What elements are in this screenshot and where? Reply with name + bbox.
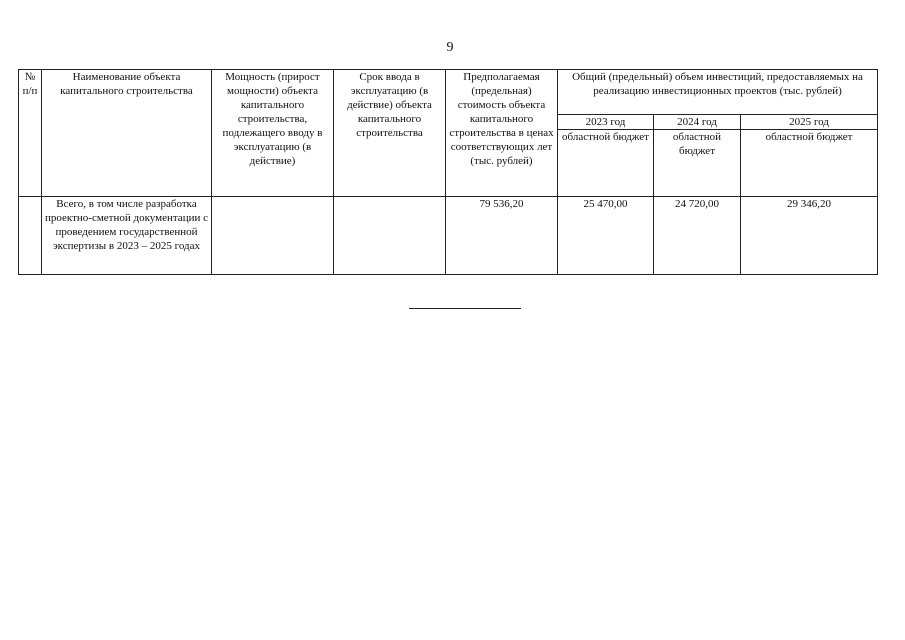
header-cost: Предполагаемая (предельная) стоимость объекта капитального строительства в ценах соответствующих лет (тыс. рублей)	[446, 70, 558, 197]
header-source-2025: областной бюджет	[741, 130, 878, 196]
header-name: Наименование объекта капитального строительства	[42, 70, 212, 197]
page-number: 9	[446, 40, 454, 55]
header-investment: Общий (предельный) объем инвестиций, предоставляемых на реализацию инвестиционных проектов (тыс. рублей)	[558, 70, 878, 115]
total-capacity	[212, 196, 334, 274]
header-year-2025: 2025 год	[741, 115, 878, 130]
total-cost: 79 536,20	[446, 196, 558, 274]
table-row	[19, 196, 878, 274]
total-2024: 24 720,00	[654, 196, 741, 274]
header-num: № п/п	[19, 70, 42, 197]
header-source-2024: областной бюджет	[654, 130, 741, 196]
total-num	[19, 196, 42, 274]
total-deadline	[334, 196, 446, 274]
end-separator-line	[409, 308, 521, 309]
header-year-2024: 2024 год	[654, 115, 741, 130]
header-source-2023: областной бюджет	[558, 130, 654, 196]
total-2025: 29 346,20	[741, 196, 878, 274]
header-year-2023: 2023 год	[558, 115, 654, 130]
header-capacity: Мощность (прирост мощности) объекта капитального строительства, подлежащего вводу в эксплуатацию (в действие)	[212, 70, 334, 197]
investment-table	[18, 69, 878, 275]
total-2023: 25 470,00	[558, 196, 654, 274]
header-deadline: Срок ввода в эксплуатацию (в действие) объекта капитального строительства	[334, 70, 446, 197]
total-name: Всего, в том числе разработка проектно-сметной документации с проведением государственной экспертизы в 2023 – 2025 годах	[42, 196, 212, 274]
